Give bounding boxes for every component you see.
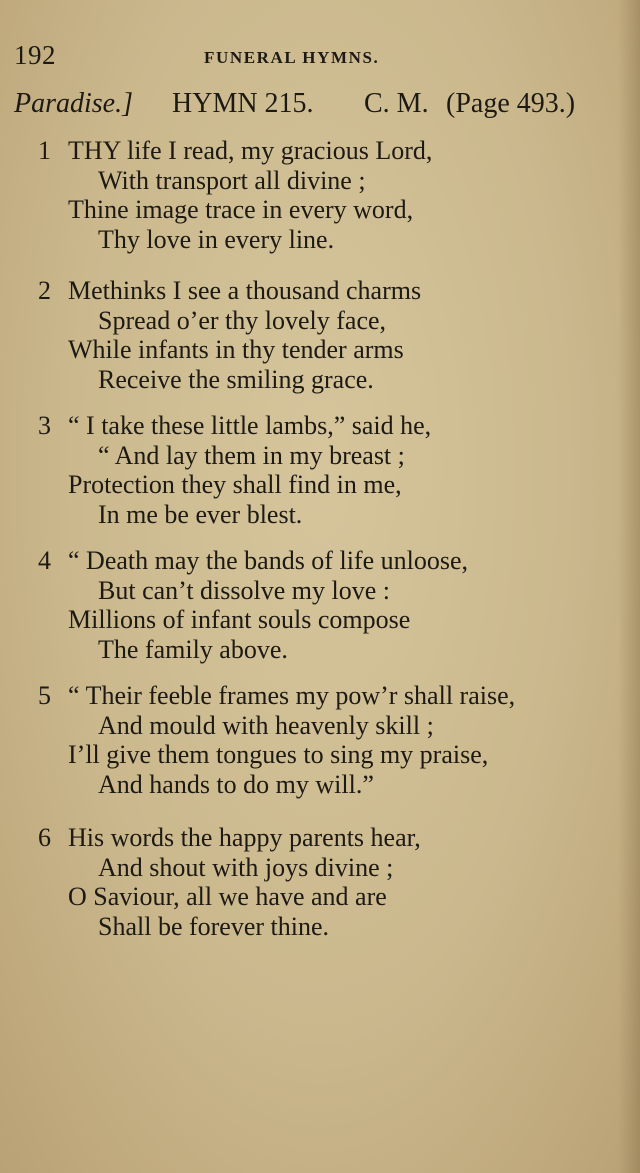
verse-line: “ Their feeble frames my pow’r shall raise, xyxy=(68,681,516,710)
verse-line: And mould with heavenly skill ; xyxy=(98,710,434,740)
verse-line: O Saviour, all we have and are xyxy=(68,882,387,911)
verse-line: Methinks I see a thousand charms xyxy=(68,276,422,305)
verse-line: Thine image trace in every word, xyxy=(68,195,414,224)
verse-line: While infants in thy tender arms xyxy=(68,335,404,364)
hymn-number: HYMN 215. xyxy=(172,88,314,119)
verse-line: I’ll give them tongues to sing my praise, xyxy=(68,740,489,769)
verse-line: The family above. xyxy=(98,634,288,664)
hymn-heading xyxy=(14,88,614,132)
tune-page-reference: (Page 493.) xyxy=(446,88,576,119)
verse-line: And hands to do my will.” xyxy=(98,769,374,799)
verse-number: 5 xyxy=(38,681,51,710)
verse-line: “ Death may the bands of life unloose, xyxy=(68,546,468,575)
page-number: 192 xyxy=(14,40,56,70)
verse-line: And shout with joys divine ; xyxy=(98,852,394,882)
verse-line: Protection they shall find in me, xyxy=(68,470,402,499)
verse-number: 3 xyxy=(38,411,51,440)
verse-line: Thy love in every line. xyxy=(98,224,335,254)
running-head xyxy=(14,40,614,80)
verse-number: 2 xyxy=(38,276,51,305)
verse-line: Millions of infant souls compose xyxy=(68,605,411,634)
verse-number: 1 xyxy=(38,136,51,165)
verse-line: In me be ever blest. xyxy=(98,499,303,529)
section-title: FUNERAL HYMNS. xyxy=(204,48,380,67)
verse-line: THY life I read, my gracious Lord, xyxy=(68,136,433,165)
hymn-meter: C. M. xyxy=(364,88,429,119)
verse-line: Shall be forever thine. xyxy=(98,911,330,941)
verse-line: “ And lay them in my breast ; xyxy=(98,440,405,470)
verse-line: With transport all divine ; xyxy=(98,165,366,195)
verse-line: Receive the smiling grace. xyxy=(98,364,374,394)
verse-line: Spread o’er thy lovely face, xyxy=(98,305,387,335)
verse-number: 6 xyxy=(38,823,51,852)
verse-line: His words the happy parents hear, xyxy=(68,823,421,852)
verse-line: “ I take these little lambs,” said he, xyxy=(68,411,432,440)
verse-line: But can’t dissolve my love : xyxy=(98,575,390,605)
verse-number: 4 xyxy=(38,546,51,575)
tune-name: Paradise.] xyxy=(14,88,133,119)
